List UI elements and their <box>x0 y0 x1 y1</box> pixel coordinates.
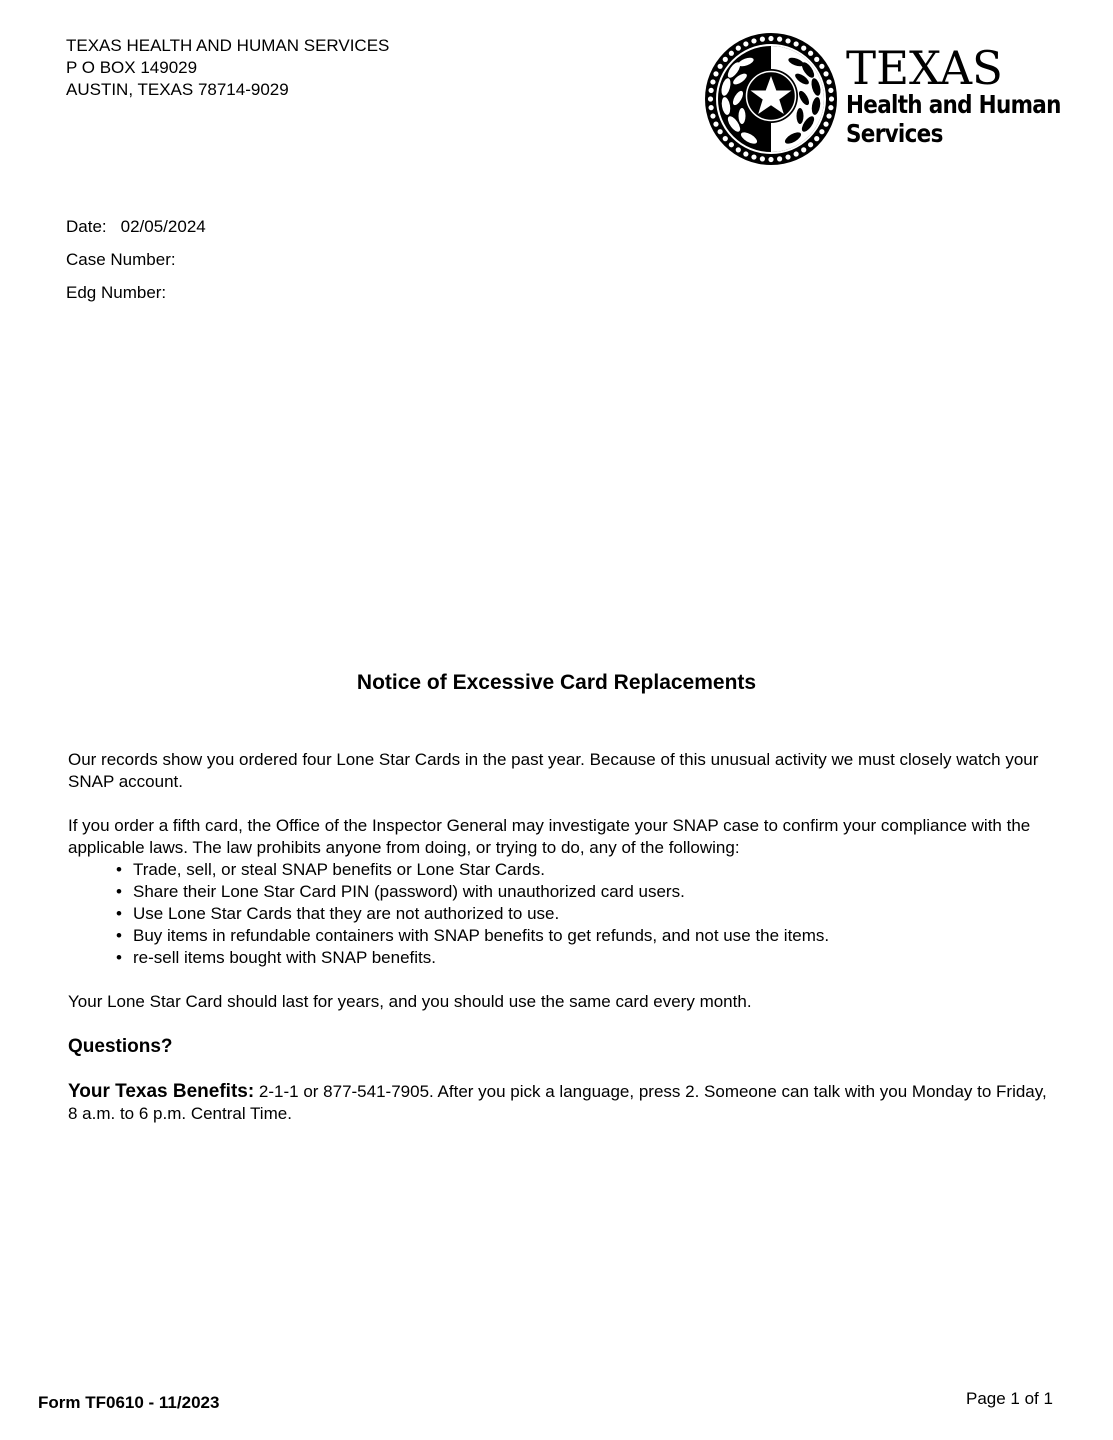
sender-city: AUSTIN, TEXAS 78714-9029 <box>66 80 289 99</box>
list-item: • Use Lone Star Cards that they are not authorized to use. <box>133 903 1058 925</box>
seal-border-dot <box>808 51 813 56</box>
notice-body <box>68 749 1058 1125</box>
list-item: • re-sell items bought with SNAP benefits. <box>133 947 1058 969</box>
seal-border-dot <box>723 57 728 62</box>
seal-border-dot <box>823 122 828 127</box>
seal-border-dot <box>785 154 790 159</box>
seal-border-dot <box>736 147 741 152</box>
seal-border-dot <box>713 71 718 76</box>
seal-border-dot <box>808 142 813 147</box>
seal-border-dot <box>710 113 715 118</box>
case-info <box>66 216 206 315</box>
seal-border-dot <box>708 96 713 101</box>
seal-border-dot <box>729 51 734 56</box>
seal-border-dot <box>709 105 714 110</box>
seal-border-dot <box>743 151 748 156</box>
list-item: • Buy items in refundable containers with SNAP benefits to get refunds, and not use the items. <box>133 925 1058 947</box>
seal-border-dot <box>768 36 773 41</box>
seal-border-dot <box>801 46 806 51</box>
benefits-label: Your Texas Benefits: <box>68 1081 255 1102</box>
case-number-label: Case Number: <box>66 250 176 269</box>
texas-seal-star-icon <box>704 32 838 166</box>
paragraph-fifth-card: If you order a fifth card, the Office of the Inspector General may investigate your SNAP case to confirm your compliance with the applicable laws. The law prohibits anyone from doing, or trying to do, any of the following: <box>68 816 1031 857</box>
seal-border-dot <box>718 64 723 69</box>
paragraph-card-lifetime: Your Lone Star Card should last for years, and you should use the same card every month. <box>68 992 752 1011</box>
seal-border-dot <box>760 156 765 161</box>
seal-border-dot <box>794 41 799 46</box>
seal-border-dot <box>814 136 819 141</box>
sender-address <box>66 35 389 101</box>
seal-border-dot <box>743 41 748 46</box>
seal-border-dot <box>823 71 828 76</box>
seal-border-dot <box>819 129 824 134</box>
seal-border-dot <box>751 154 756 159</box>
seal-border-dot <box>814 57 819 62</box>
logo-subtitle-line1: Health and Human <box>846 90 1061 119</box>
seal-border-dot <box>709 88 714 93</box>
seal-border-dot <box>828 88 833 93</box>
seal-border-dot <box>751 38 756 43</box>
seal-border-dot <box>829 96 834 101</box>
seal-border-dot <box>777 37 782 42</box>
list-item: • Share their Lone Star Card PIN (password) with unauthorized card users. <box>133 881 1058 903</box>
seal-border-dot <box>736 46 741 51</box>
seal-border-dot <box>713 122 718 127</box>
benefits-text: 2-1-1 or 877-541-7905. After you pick a language, press 2. Someone can talk with you Monday to Friday, 8 a.m. to 6 p.m. Central Time. <box>68 1082 1047 1123</box>
page-number: Page 1 of 1 <box>966 1389 1053 1408</box>
paragraph-records: Our records show you ordered four Lone Star Cards in the past year. Because of this unusual activity we must closely watch your SNAP account. <box>68 750 1039 791</box>
seal-border-dot <box>760 37 765 42</box>
seal-border-dot <box>729 142 734 147</box>
list-item: • Trade, sell, or steal SNAP benefits or Lone Star Cards. <box>133 859 1058 881</box>
seal-border-dot <box>768 157 773 162</box>
seal-border-dot <box>826 113 831 118</box>
form-id: Form TF0610 - 11/2023 <box>38 1393 220 1412</box>
seal-border-dot <box>794 151 799 156</box>
seal-border-dot <box>801 147 806 152</box>
logo-title: TEXAS <box>846 41 1003 95</box>
date-label: Date: <box>66 217 107 236</box>
date-row <box>66 216 206 249</box>
seal-border-dot <box>828 105 833 110</box>
case-number-row <box>66 249 206 282</box>
prohibited-actions-list <box>68 859 1058 969</box>
benefits-contact <box>68 1081 1058 1125</box>
seal-border-dot <box>785 38 790 43</box>
sender-po-box: P O BOX 149029 <box>66 58 198 77</box>
seal-border-dot <box>819 64 824 69</box>
logo-wordmark <box>846 41 1096 148</box>
seal-border-dot <box>710 79 715 84</box>
hhs-logo <box>704 32 1061 168</box>
notice-title: Notice of Excessive Card Replacements <box>356 671 757 694</box>
seal-border-dot <box>723 136 728 141</box>
date-value: 02/05/2024 <box>120 217 206 236</box>
edg-number-label: Edg Number: <box>66 283 167 302</box>
logo-subtitle-line2: Services <box>846 119 943 148</box>
seal-border-dot <box>826 79 831 84</box>
sender-name: TEXAS HEALTH AND HUMAN SERVICES <box>66 36 390 55</box>
seal-border-dot <box>718 129 723 134</box>
questions-heading: Questions? <box>68 1036 173 1057</box>
edg-number-row <box>66 282 206 315</box>
seal-border-dot <box>777 156 782 161</box>
